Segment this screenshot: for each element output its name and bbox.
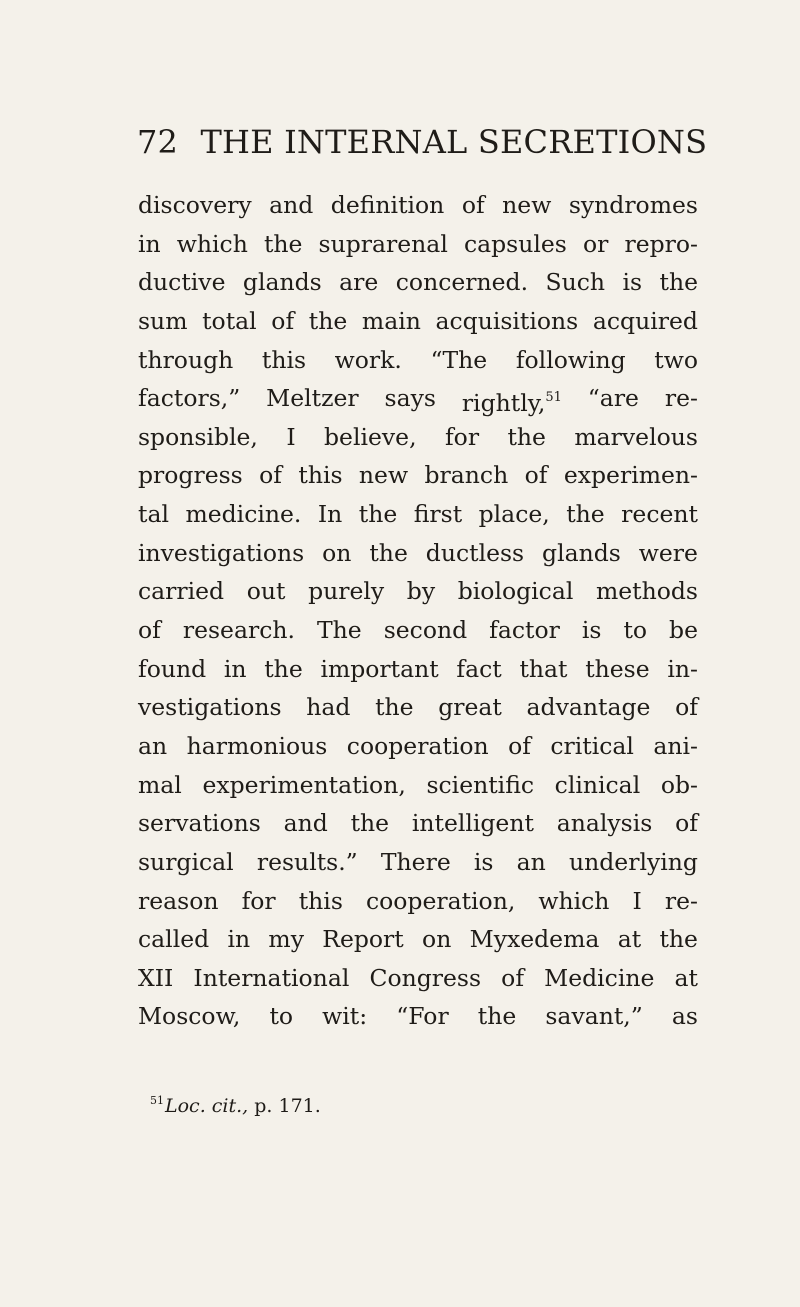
text-line — [138, 920, 698, 959]
word: the — [358, 500, 398, 529]
word: mal — [138, 770, 182, 799]
word: be — [669, 616, 698, 645]
word: syndromes — [568, 191, 698, 219]
word: the — [659, 268, 698, 297]
text-line — [138, 534, 698, 573]
word: “are — [587, 384, 639, 413]
word: capsules — [463, 229, 567, 258]
word: re- — [664, 384, 698, 413]
word: marvelous — [574, 422, 698, 451]
word: cooperation, — [365, 886, 516, 915]
word: on — [322, 538, 352, 567]
word: rightly,$^{51}$ — [461, 389, 562, 418]
word: “The — [430, 345, 488, 374]
word: and — [269, 191, 314, 219]
text-line — [138, 379, 698, 418]
word: experimentation, — [202, 770, 406, 799]
text-line — [138, 650, 698, 689]
word: the — [566, 500, 605, 529]
footnote-page-ref: p. 171. — [254, 1095, 321, 1117]
word: fact — [456, 654, 502, 683]
word: tal — [138, 500, 169, 529]
word: underlying — [568, 847, 698, 876]
word: of — [508, 731, 531, 760]
text-line — [138, 456, 698, 495]
body-text — [138, 186, 698, 1036]
word: ductless — [425, 538, 525, 567]
word: were — [638, 538, 698, 567]
word: great — [438, 693, 502, 722]
word: investigations — [138, 538, 305, 567]
footnote-reference: 51 — [545, 390, 562, 406]
word: sum — [138, 306, 188, 335]
word: There — [380, 847, 451, 876]
word: following — [515, 345, 626, 374]
word: progress — [138, 461, 243, 490]
word: to — [623, 616, 648, 645]
word: of — [501, 963, 525, 992]
word: ani- — [653, 731, 698, 760]
text-line — [138, 804, 698, 843]
word: glands — [242, 268, 322, 297]
word: concerned. — [395, 268, 529, 297]
text-line — [138, 572, 698, 611]
word: total — [202, 306, 257, 335]
word: XII — [138, 963, 174, 992]
word: sponsible, — [138, 422, 258, 451]
word: “For — [396, 1002, 449, 1031]
word: are — [339, 268, 379, 297]
word: methods — [595, 577, 698, 606]
word: of — [461, 191, 485, 219]
word: that — [519, 654, 568, 683]
word: acquired — [592, 306, 698, 335]
word: research. — [182, 616, 295, 645]
word: these — [585, 654, 650, 683]
word: critical — [550, 731, 634, 760]
word: the — [507, 422, 546, 451]
word: branch — [424, 461, 509, 490]
word: new — [358, 461, 409, 490]
word: says — [384, 384, 436, 413]
word: is — [622, 268, 643, 297]
word: factor — [489, 616, 560, 645]
word: to — [269, 1002, 294, 1031]
text-line — [138, 997, 698, 1036]
word: the — [659, 925, 698, 954]
text-line — [138, 495, 698, 534]
word: Report — [322, 925, 404, 954]
word: this — [298, 886, 343, 915]
word: ob- — [660, 770, 698, 799]
word: of — [524, 461, 548, 490]
word: Moscow, — [138, 1002, 241, 1031]
word: cooperation — [346, 731, 489, 760]
word: re- — [664, 886, 698, 915]
word: servations — [138, 809, 261, 838]
word: is — [473, 847, 494, 876]
text-line — [138, 225, 698, 264]
word: first — [413, 500, 463, 529]
word: this — [298, 461, 343, 490]
word: two — [654, 345, 698, 374]
word: recent — [621, 500, 698, 529]
word: by — [406, 577, 436, 606]
text-line — [138, 727, 698, 766]
word: called — [138, 925, 210, 954]
word: savant,” — [545, 1002, 643, 1031]
text-line — [138, 959, 698, 998]
word: The — [316, 616, 362, 645]
word: ductive — [138, 268, 226, 297]
word: the — [477, 1002, 517, 1031]
word: International — [193, 963, 350, 992]
word: new — [502, 191, 552, 219]
word: believe, — [324, 422, 417, 451]
text-line — [138, 766, 698, 805]
word: analysis — [556, 809, 653, 838]
word: which — [176, 229, 248, 258]
word: wit: — [322, 1002, 368, 1031]
word: in — [138, 229, 161, 258]
word: at — [617, 925, 642, 954]
running-header — [137, 118, 708, 166]
word: the — [375, 693, 414, 722]
word: experimen- — [563, 461, 698, 490]
word: Medicine — [544, 963, 655, 992]
word: repro- — [624, 229, 698, 258]
word: second — [383, 616, 468, 645]
word: intelligent — [411, 809, 534, 838]
footnote-number: 51 — [150, 1094, 164, 1107]
word: results.” — [256, 847, 358, 876]
word: of — [675, 693, 698, 722]
word: carried — [138, 577, 225, 606]
word: Meltzer — [266, 384, 359, 413]
word: the — [350, 809, 390, 838]
text-line — [138, 843, 698, 882]
word: which — [538, 886, 610, 915]
footnote — [150, 1087, 690, 1120]
word: Such — [545, 268, 606, 297]
word: discovery — [138, 191, 252, 219]
word: I — [632, 886, 642, 915]
word: an — [138, 731, 168, 760]
word: suprarenal — [318, 229, 448, 258]
word: acquisitions — [435, 306, 579, 335]
footnote-citation: Loc. cit., — [165, 1095, 249, 1117]
word: for — [241, 886, 276, 915]
word: main — [361, 306, 421, 335]
word: an — [516, 847, 546, 876]
word: out — [246, 577, 286, 606]
text-line — [138, 611, 698, 650]
word: Congress — [369, 963, 482, 992]
word: the — [308, 306, 348, 335]
word: the — [264, 654, 303, 683]
word: important — [320, 654, 439, 683]
word: of — [675, 809, 698, 838]
word: of — [138, 616, 161, 645]
word: found — [138, 654, 207, 683]
word: this — [261, 345, 307, 374]
word: place, — [478, 500, 550, 529]
word: through — [138, 345, 234, 374]
word: definition — [330, 191, 445, 219]
running-title: THE INTERNAL SECRETIONS — [200, 123, 708, 161]
word: had — [306, 693, 351, 722]
word: biological — [457, 577, 574, 606]
text-line — [138, 186, 698, 225]
word: is — [581, 616, 602, 645]
text-line — [138, 882, 698, 921]
text-line — [138, 418, 698, 457]
word: as — [671, 1002, 698, 1031]
word: in — [223, 654, 247, 683]
word: advantage — [526, 693, 651, 722]
word: clinical — [554, 770, 641, 799]
word: vestigations — [138, 693, 282, 722]
word: my — [268, 925, 304, 954]
text-line — [138, 341, 698, 380]
word: purely — [308, 577, 385, 606]
text-line — [138, 263, 698, 302]
word: of — [259, 461, 282, 490]
word: at — [674, 963, 698, 992]
word: reason — [138, 886, 219, 915]
word: the — [263, 229, 303, 258]
word: medicine. — [185, 500, 302, 529]
word: and — [283, 809, 328, 838]
page-number: 72 — [137, 123, 179, 161]
word: Myxedema — [469, 925, 600, 954]
text-line — [138, 688, 698, 727]
word: glands — [542, 538, 621, 567]
word: the — [369, 538, 408, 567]
word: for — [444, 422, 480, 451]
word: work. — [334, 345, 402, 374]
word: I — [286, 422, 296, 451]
word: scientific — [426, 770, 535, 799]
word: surgical — [138, 847, 234, 876]
word: factors,” — [138, 384, 241, 413]
word: of — [271, 306, 295, 335]
word: In — [317, 500, 343, 529]
word: in — [227, 925, 251, 954]
text-line — [138, 302, 698, 341]
word: in- — [667, 654, 698, 683]
word: on — [422, 925, 452, 954]
word: or — [582, 229, 609, 258]
word: harmonious — [186, 731, 328, 760]
